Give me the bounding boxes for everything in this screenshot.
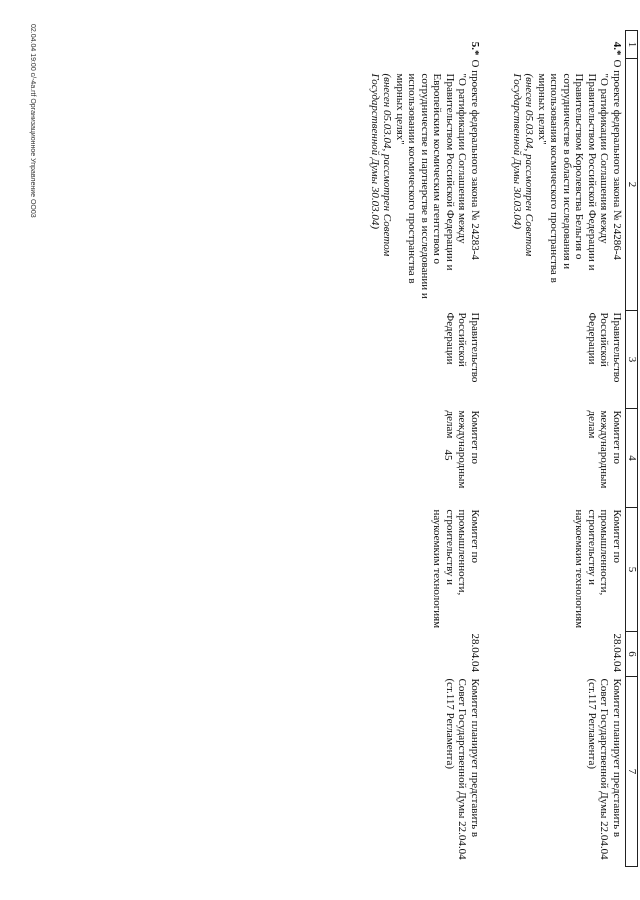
remark-cell: Комитет планирует представить в Совет Государственной Думы 22.04.04 (ст.117 Регламента) xyxy=(586,678,623,860)
bill-note: (внесен 05.03.04, рассмотрен Советом Государственной Думы 30.03.04) xyxy=(511,73,536,257)
initiator-cell: Правительство Российской Федерации xyxy=(586,312,623,383)
document-footer: 02.04.04 19:00 c/-4a.rtf Организационное Управление ОО03 xyxy=(29,24,36,218)
co-committee-cell: Комитет по международным делам xyxy=(586,410,623,489)
bill-note: (внесен 05.03.04, рассмотрен Советом Государственной Думы 30.03.04) xyxy=(369,73,394,257)
bill-title: О проекте федерального закона № 24283-4 xyxy=(469,59,481,260)
remark-cell: Комитет планирует представить в Совет Государственной Думы 22.04.04 (ст.117 Регламента) xyxy=(444,678,481,860)
bill-description xyxy=(369,59,484,311)
rotated-page xyxy=(29,20,640,880)
initiator-cell: Правительство Российской Федерации xyxy=(444,312,481,383)
date-cell: 28.04.04 xyxy=(469,633,481,672)
column-header: 1 xyxy=(626,31,638,59)
page-number: 45 xyxy=(442,449,454,461)
bill-body: "О ратификации Соглашения между Правительством Российской Федерации и Европейским космическим агентством о сотрудничестве и партнерстве в исследовании и использовании космического пространства в мирных целях" xyxy=(394,73,469,299)
row-number: 5.* xyxy=(469,41,481,56)
column-header: 5 xyxy=(626,508,638,632)
responsible-committee-cell: Комитет по промышленности, строительству и наукоемким технологиям xyxy=(573,509,623,629)
table-row xyxy=(483,31,626,867)
co-committee-cell: Комитет по международным делам xyxy=(444,410,481,489)
column-header: 3 xyxy=(626,311,638,409)
bill-description xyxy=(483,59,626,311)
column-header: 4 xyxy=(626,409,638,508)
date-cell: 28.04.04 xyxy=(611,633,623,672)
column-header: 2 xyxy=(626,59,638,311)
table-header-row xyxy=(626,31,638,867)
bill-title: О проекте федерального закона № 24286-4 xyxy=(611,59,623,260)
table-row xyxy=(369,31,484,867)
column-header: 6 xyxy=(626,632,638,677)
bill-body: "О ратификации Соглашения между Правительством Российской Федерации и Правительством Королевства Бельгия о сотрудничестве в области исследования и использования космического пространства в мирных целях" xyxy=(536,73,611,283)
column-header: 7 xyxy=(626,677,638,867)
responsible-committee-cell: Комитет по промышленности, строительству и наукоемким технологиям xyxy=(431,509,481,629)
row-number: 4.* xyxy=(611,41,623,56)
bills-table xyxy=(369,30,639,867)
